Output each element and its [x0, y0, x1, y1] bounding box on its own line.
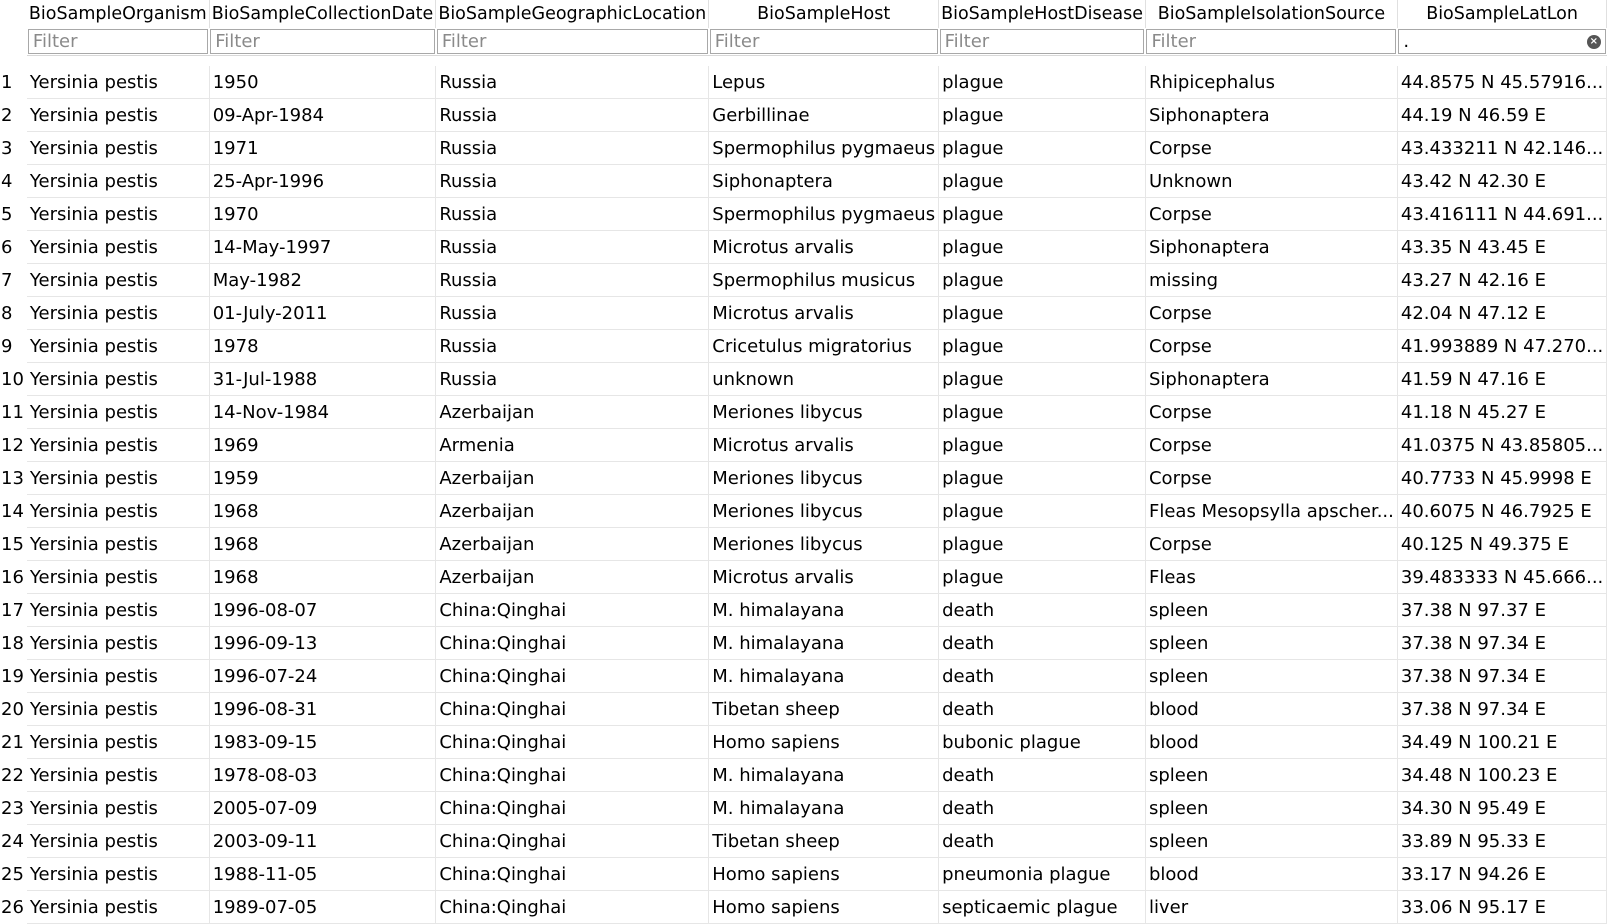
row-number: 17 [1, 599, 24, 621]
column-header-geographic-location[interactable]: BioSampleGeographicLocation [436, 0, 709, 28]
row-number: 8 [1, 302, 13, 324]
collection-date-cell[interactable]: 1996-08-07 [209, 594, 436, 627]
organism-cell[interactable]: Yersinia pestis [27, 528, 209, 561]
geographic-location-cell[interactable]: Russia [436, 231, 709, 264]
filter-input-organism[interactable] [29, 30, 207, 53]
lat-lon-cell[interactable]: 41.59 N 47.16 E [1397, 363, 1606, 396]
table-row[interactable] [0, 726, 1607, 759]
row-number: 7 [1, 269, 13, 291]
lat-lon-cell[interactable]: 43.35 N 43.45 E [1397, 231, 1606, 264]
isolation-source-cell[interactable]: spleen [1145, 627, 1397, 660]
isolation-source-cell[interactable]: spleen [1145, 792, 1397, 825]
collection-date-cell[interactable]: 1959 [209, 462, 436, 495]
collection-date-cell[interactable]: 1968 [209, 528, 436, 561]
host-cell[interactable]: Microtus arvalis [709, 231, 939, 264]
host-disease-cell[interactable]: bubonic plague [939, 726, 1146, 759]
table-row[interactable] [0, 132, 1607, 165]
row-number: 23 [1, 797, 24, 819]
table-row[interactable] [0, 99, 1607, 132]
isolation-source-cell[interactable]: Corpse [1145, 528, 1397, 561]
lat-lon-cell[interactable]: 37.38 N 97.34 E [1397, 693, 1606, 726]
geographic-location-cell[interactable]: China:Qinghai [436, 792, 709, 825]
host-cell[interactable]: Lepus [709, 66, 939, 99]
row-number: 11 [1, 401, 24, 423]
host-disease-cell[interactable]: death [939, 759, 1146, 792]
row-number: 18 [1, 632, 24, 654]
organism-cell[interactable]: Yersinia pestis [27, 363, 209, 396]
collection-date-cell[interactable]: 1996-07-24 [209, 660, 436, 693]
table-row[interactable] [0, 528, 1607, 561]
row-number: 14 [1, 500, 24, 522]
geographic-location-cell[interactable]: Russia [436, 165, 709, 198]
collection-date-cell[interactable]: 1988-11-05 [209, 858, 436, 891]
host-disease-cell[interactable]: plague [939, 528, 1146, 561]
host-disease-cell[interactable]: pneumonia plague [939, 858, 1146, 891]
geographic-location-cell[interactable]: China:Qinghai [436, 693, 709, 726]
host-cell[interactable]: Homo sapiens [709, 726, 939, 759]
host-disease-cell[interactable]: death [939, 693, 1146, 726]
host-disease-cell[interactable]: plague [939, 495, 1146, 528]
column-header-collection-date[interactable]: BioSampleCollectionDate [209, 0, 436, 28]
geographic-location-cell[interactable]: China:Qinghai [436, 594, 709, 627]
collection-date-cell[interactable]: 1978-08-03 [209, 759, 436, 792]
collection-date-cell[interactable]: 31-Jul-1988 [209, 363, 436, 396]
table-row[interactable] [0, 594, 1607, 627]
corner-header [0, 0, 27, 28]
host-cell[interactable]: Gerbillinae [709, 99, 939, 132]
lat-lon-cell[interactable]: 33.89 N 95.33 E [1397, 825, 1606, 858]
geographic-location-cell[interactable]: Azerbaijan [436, 396, 709, 429]
organism-cell[interactable]: Yersinia pestis [27, 825, 209, 858]
host-disease-cell[interactable]: septicaemic plague [939, 891, 1146, 924]
organism-cell[interactable]: Yersinia pestis [27, 660, 209, 693]
organism-cell[interactable]: Yersinia pestis [27, 132, 209, 165]
isolation-source-cell[interactable]: Corpse [1145, 330, 1397, 363]
host-cell[interactable]: Tibetan sheep [709, 693, 939, 726]
collection-date-cell[interactable]: 09-Apr-1984 [209, 99, 436, 132]
row-number: 21 [1, 731, 24, 753]
geographic-location-cell[interactable]: Russia [436, 198, 709, 231]
lat-lon-cell[interactable]: 41.18 N 45.27 E [1397, 396, 1606, 429]
table-row[interactable] [0, 561, 1607, 594]
geographic-location-cell[interactable]: Azerbaijan [436, 528, 709, 561]
table-row[interactable] [0, 396, 1607, 429]
lat-lon-cell[interactable]: 34.30 N 95.49 E [1397, 792, 1606, 825]
geographic-location-cell[interactable]: Azerbaijan [436, 462, 709, 495]
host-cell[interactable]: Meriones libycus [709, 495, 939, 528]
host-cell[interactable]: M. himalayana [709, 759, 939, 792]
row-number: 3 [1, 137, 13, 159]
host-disease-cell[interactable]: plague [939, 231, 1146, 264]
isolation-source-cell[interactable]: spleen [1145, 660, 1397, 693]
lat-lon-cell[interactable]: 41.993889 N 47.270... [1397, 330, 1606, 363]
geographic-location-cell[interactable]: Russia [436, 297, 709, 330]
host-disease-cell[interactable]: death [939, 792, 1146, 825]
row-number: 1 [1, 71, 13, 93]
isolation-source-cell[interactable]: Siphonaptera [1145, 363, 1397, 396]
collection-date-cell[interactable]: 1978 [209, 330, 436, 363]
isolation-source-cell[interactable]: blood [1145, 726, 1397, 759]
table-row[interactable] [0, 198, 1607, 231]
host-cell[interactable]: Cricetulus migratorius [709, 330, 939, 363]
table-body [0, 66, 1607, 924]
filter-input-host-disease[interactable] [941, 30, 1144, 53]
column-header-host-disease[interactable]: BioSampleHostDisease [939, 0, 1146, 28]
geographic-location-cell[interactable]: China:Qinghai [436, 660, 709, 693]
isolation-source-cell[interactable]: Unknown [1145, 165, 1397, 198]
isolation-source-cell[interactable]: Fleas Mesopsylla apscher... [1145, 495, 1397, 528]
filter-corner [0, 28, 27, 56]
organism-cell[interactable]: Yersinia pestis [27, 429, 209, 462]
geographic-location-cell[interactable]: China:Qinghai [436, 627, 709, 660]
geographic-location-cell[interactable]: China:Qinghai [436, 759, 709, 792]
filter-input-host[interactable] [711, 30, 937, 53]
isolation-source-cell[interactable]: spleen [1145, 594, 1397, 627]
isolation-source-cell[interactable]: Corpse [1145, 297, 1397, 330]
isolation-source-cell[interactable]: Corpse [1145, 429, 1397, 462]
host-disease-cell[interactable]: plague [939, 429, 1146, 462]
host-cell[interactable]: unknown [709, 363, 939, 396]
column-header-isolation-source[interactable]: BioSampleIsolationSource [1145, 0, 1397, 28]
isolation-source-cell[interactable]: Corpse [1145, 132, 1397, 165]
lat-lon-cell[interactable]: 40.6075 N 46.7925 E [1397, 495, 1606, 528]
host-disease-cell[interactable]: plague [939, 165, 1146, 198]
host-disease-cell[interactable]: plague [939, 264, 1146, 297]
table-row[interactable] [0, 330, 1607, 363]
lat-lon-cell[interactable]: 43.27 N 42.16 E [1397, 264, 1606, 297]
row-number: 15 [1, 533, 24, 555]
row-number: 24 [1, 830, 24, 852]
lat-lon-cell[interactable]: 39.483333 N 45.666... [1397, 561, 1606, 594]
row-number: 22 [1, 764, 24, 786]
lat-lon-cell[interactable]: 44.19 N 46.59 E [1397, 99, 1606, 132]
isolation-source-cell[interactable]: liver [1145, 891, 1397, 924]
table-row[interactable] [0, 264, 1607, 297]
collection-date-cell[interactable]: 1968 [209, 561, 436, 594]
isolation-source-cell[interactable]: blood [1145, 858, 1397, 891]
table-row[interactable] [0, 792, 1607, 825]
filter-input-isolation-source[interactable] [1147, 30, 1395, 53]
isolation-source-cell[interactable]: spleen [1145, 825, 1397, 858]
isolation-source-cell[interactable]: Siphonaptera [1145, 231, 1397, 264]
row-number: 6 [1, 236, 13, 258]
isolation-source-cell[interactable]: Fleas [1145, 561, 1397, 594]
host-cell[interactable]: Microtus arvalis [709, 561, 939, 594]
organism-cell[interactable]: Yersinia pestis [27, 891, 209, 924]
host-disease-cell[interactable]: plague [939, 330, 1146, 363]
geographic-location-cell[interactable]: Russia [436, 264, 709, 297]
isolation-source-cell[interactable]: Siphonaptera [1145, 99, 1397, 132]
host-cell[interactable]: Spermophilus musicus [709, 264, 939, 297]
host-cell[interactable]: Meriones libycus [709, 462, 939, 495]
host-disease-cell[interactable]: plague [939, 198, 1146, 231]
host-disease-cell[interactable]: plague [939, 132, 1146, 165]
organism-cell[interactable]: Yersinia pestis [27, 264, 209, 297]
geographic-location-cell[interactable]: Russia [436, 99, 709, 132]
row-number: 5 [1, 203, 13, 225]
lat-lon-cell[interactable]: 33.17 N 94.26 E [1397, 858, 1606, 891]
organism-cell[interactable]: Yersinia pestis [27, 198, 209, 231]
host-cell[interactable]: Spermophilus pygmaeus [709, 132, 939, 165]
collection-date-cell[interactable]: 1968 [209, 495, 436, 528]
organism-cell[interactable]: Yersinia pestis [27, 726, 209, 759]
collection-date-cell[interactable]: 1971 [209, 132, 436, 165]
lat-lon-cell[interactable]: 43.42 N 42.30 E [1397, 165, 1606, 198]
organism-cell[interactable]: Yersinia pestis [27, 99, 209, 132]
column-header-host[interactable]: BioSampleHost [709, 0, 939, 28]
geographic-location-cell[interactable]: China:Qinghai [436, 891, 709, 924]
host-disease-cell[interactable]: plague [939, 396, 1146, 429]
host-disease-cell[interactable]: death [939, 594, 1146, 627]
geographic-location-cell[interactable]: China:Qinghai [436, 726, 709, 759]
host-cell[interactable]: Meriones libycus [709, 396, 939, 429]
lat-lon-cell[interactable]: 40.7733 N 45.9998 E [1397, 462, 1606, 495]
collection-date-cell[interactable]: 2003-09-11 [209, 825, 436, 858]
organism-cell[interactable]: Yersinia pestis [27, 759, 209, 792]
host-disease-cell[interactable]: plague [939, 363, 1146, 396]
row-number: 13 [1, 467, 24, 489]
isolation-source-cell[interactable]: Corpse [1145, 396, 1397, 429]
clear-filter-icon[interactable]: × [1587, 35, 1601, 49]
host-cell[interactable]: Microtus arvalis [709, 429, 939, 462]
lat-lon-cell[interactable]: 33.06 N 95.17 E [1397, 891, 1606, 924]
isolation-source-cell[interactable]: missing [1145, 264, 1397, 297]
geographic-location-cell[interactable]: Azerbaijan [436, 561, 709, 594]
row-number: 9 [1, 335, 13, 357]
row-number: 4 [1, 170, 13, 192]
collection-date-cell[interactable]: 01-July-2011 [209, 297, 436, 330]
table-row[interactable] [0, 825, 1607, 858]
row-number: 16 [1, 566, 24, 588]
row-number: 19 [1, 665, 24, 687]
lat-lon-cell[interactable]: 34.48 N 100.23 E [1397, 759, 1606, 792]
lat-lon-cell[interactable]: 40.125 N 49.375 E [1397, 528, 1606, 561]
table-row[interactable] [0, 891, 1607, 924]
organism-cell[interactable]: Yersinia pestis [27, 297, 209, 330]
host-cell[interactable]: M. himalayana [709, 792, 939, 825]
table-row[interactable] [0, 495, 1607, 528]
host-cell[interactable]: M. himalayana [709, 627, 939, 660]
header-row [0, 0, 1607, 28]
column-header-organism[interactable]: BioSampleOrganism [27, 0, 209, 28]
organism-cell[interactable]: Yersinia pestis [27, 693, 209, 726]
organism-cell[interactable]: Yersinia pestis [27, 495, 209, 528]
collection-date-cell[interactable]: 1950 [209, 66, 436, 99]
organism-cell[interactable]: Yersinia pestis [27, 462, 209, 495]
geographic-location-cell[interactable]: China:Qinghai [436, 825, 709, 858]
host-cell[interactable]: Siphonaptera [709, 165, 939, 198]
lat-lon-cell[interactable]: 37.38 N 97.34 E [1397, 660, 1606, 693]
geographic-location-cell[interactable]: Russia [436, 66, 709, 99]
filter-input-geographic-location[interactable] [438, 30, 707, 53]
host-cell[interactable]: Spermophilus pygmaeus [709, 198, 939, 231]
lat-lon-cell[interactable]: 37.38 N 97.34 E [1397, 627, 1606, 660]
collection-date-cell[interactable]: 1970 [209, 198, 436, 231]
organism-cell[interactable]: Yersinia pestis [27, 396, 209, 429]
host-disease-cell[interactable]: plague [939, 297, 1146, 330]
table-row[interactable] [0, 462, 1607, 495]
host-disease-cell[interactable]: plague [939, 561, 1146, 594]
lat-lon-cell[interactable]: 34.49 N 100.21 E [1397, 726, 1606, 759]
collection-date-cell[interactable]: 2005-07-09 [209, 792, 436, 825]
row-number: 10 [1, 368, 24, 390]
isolation-source-cell[interactable]: Rhipicephalus [1145, 66, 1397, 99]
host-cell[interactable]: Homo sapiens [709, 858, 939, 891]
table-row[interactable] [0, 165, 1607, 198]
collection-date-cell[interactable]: May-1982 [209, 264, 436, 297]
geographic-location-cell[interactable]: Armenia [436, 429, 709, 462]
lat-lon-cell[interactable]: 43.416111 N 44.691... [1397, 198, 1606, 231]
row-number: 12 [1, 434, 24, 456]
host-disease-cell[interactable]: death [939, 825, 1146, 858]
filter-input-collection-date[interactable] [211, 30, 434, 53]
organism-cell[interactable]: Yersinia pestis [27, 792, 209, 825]
geographic-location-cell[interactable]: China:Qinghai [436, 858, 709, 891]
collection-date-cell[interactable]: 14-Nov-1984 [209, 396, 436, 429]
collection-date-cell[interactable]: 25-Apr-1996 [209, 165, 436, 198]
host-cell[interactable]: Microtus arvalis [709, 297, 939, 330]
collection-date-cell[interactable]: 1996-08-31 [209, 693, 436, 726]
column-header-lat-lon[interactable]: BioSampleLatLon [1397, 0, 1606, 28]
table-row[interactable] [0, 693, 1607, 726]
organism-cell[interactable]: Yersinia pestis [27, 66, 209, 99]
host-cell[interactable]: Homo sapiens [709, 891, 939, 924]
collection-date-cell[interactable]: 14-May-1997 [209, 231, 436, 264]
table-row[interactable] [0, 627, 1607, 660]
geographic-location-cell[interactable]: Russia [436, 363, 709, 396]
host-disease-cell[interactable]: plague [939, 66, 1146, 99]
organism-cell[interactable]: Yersinia pestis [27, 594, 209, 627]
table-row[interactable] [0, 759, 1607, 792]
isolation-source-cell[interactable]: spleen [1145, 759, 1397, 792]
collection-date-cell[interactable]: 1969 [209, 429, 436, 462]
row-number: 20 [1, 698, 24, 720]
geographic-location-cell[interactable]: Russia [436, 132, 709, 165]
collection-date-cell[interactable]: 1996-09-13 [209, 627, 436, 660]
table-row[interactable] [0, 297, 1607, 330]
organism-cell[interactable]: Yersinia pestis [27, 561, 209, 594]
host-cell[interactable]: M. himalayana [709, 660, 939, 693]
collection-date-cell[interactable]: 1989-07-05 [209, 891, 436, 924]
isolation-source-cell[interactable]: blood [1145, 693, 1397, 726]
filter-input-lat-lon[interactable] [1399, 30, 1604, 53]
lat-lon-cell[interactable]: 37.38 N 97.37 E [1397, 594, 1606, 627]
host-disease-cell[interactable]: plague [939, 462, 1146, 495]
table-row[interactable] [0, 660, 1607, 693]
lat-lon-cell[interactable]: 41.0375 N 43.85805... [1397, 429, 1606, 462]
table-row[interactable] [0, 858, 1607, 891]
lat-lon-cell[interactable]: 44.8575 N 45.57916... [1397, 66, 1606, 99]
row-number: 25 [1, 863, 24, 885]
organism-cell[interactable]: Yersinia pestis [27, 858, 209, 891]
row-number: 2 [1, 104, 13, 126]
organism-cell[interactable]: Yersinia pestis [27, 330, 209, 363]
filter-row [0, 28, 1607, 56]
host-cell[interactable]: M. himalayana [709, 594, 939, 627]
geographic-location-cell[interactable]: Azerbaijan [436, 495, 709, 528]
row-number: 26 [1, 896, 24, 918]
host-disease-cell[interactable]: plague [939, 99, 1146, 132]
lat-lon-cell[interactable]: 42.04 N 47.12 E [1397, 297, 1606, 330]
host-cell[interactable]: Meriones libycus [709, 528, 939, 561]
table-row[interactable] [0, 429, 1607, 462]
host-disease-cell[interactable]: death [939, 627, 1146, 660]
host-disease-cell[interactable]: death [939, 660, 1146, 693]
organism-cell[interactable]: Yersinia pestis [27, 627, 209, 660]
organism-cell[interactable]: Yersinia pestis [27, 165, 209, 198]
isolation-source-cell[interactable]: Corpse [1145, 462, 1397, 495]
organism-cell[interactable]: Yersinia pestis [27, 231, 209, 264]
isolation-source-cell[interactable]: Corpse [1145, 198, 1397, 231]
table-row[interactable] [0, 231, 1607, 264]
table-row[interactable] [0, 66, 1607, 99]
geographic-location-cell[interactable]: Russia [436, 330, 709, 363]
collection-date-cell[interactable]: 1983-09-15 [209, 726, 436, 759]
lat-lon-cell[interactable]: 43.433211 N 42.146... [1397, 132, 1606, 165]
host-cell[interactable]: Tibetan sheep [709, 825, 939, 858]
table-row[interactable] [0, 363, 1607, 396]
